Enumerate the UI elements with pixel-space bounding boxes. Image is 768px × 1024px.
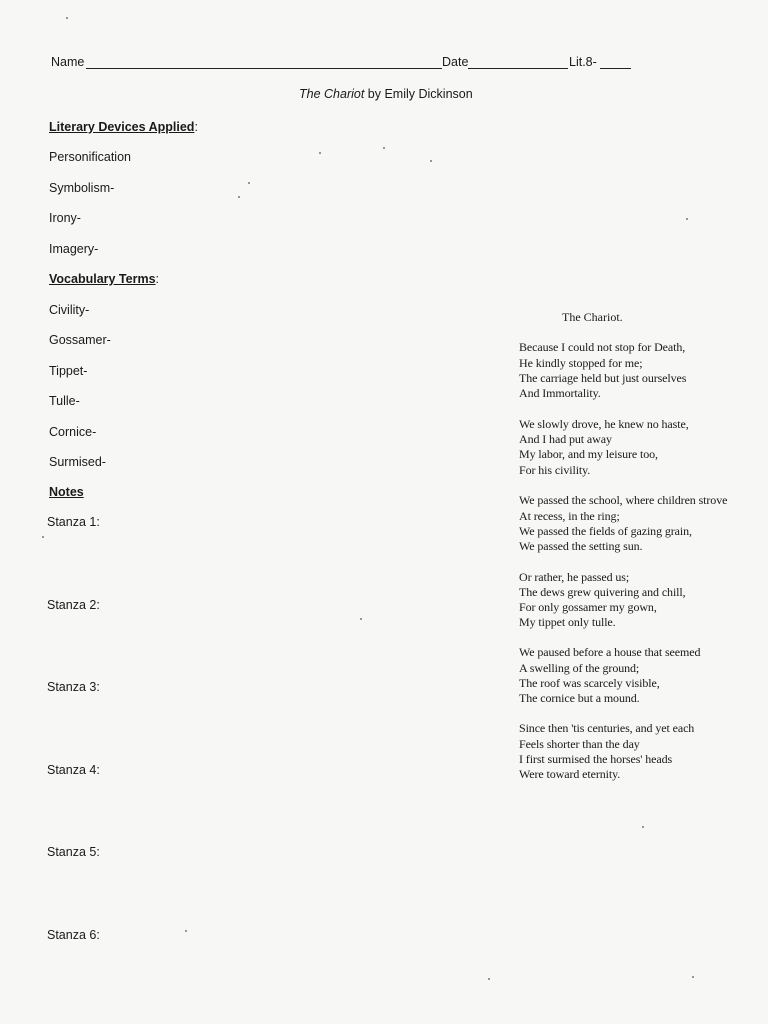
poem-author: by Emily Dickinson	[364, 87, 473, 101]
scan-speck	[248, 182, 250, 184]
scan-speck	[383, 147, 385, 149]
scan-speck	[42, 536, 44, 538]
poem-line: We paused before a house that seemed	[519, 645, 701, 659]
poem-line: Feels shorter than the day	[519, 737, 640, 751]
device-item: Imagery-	[49, 242, 99, 256]
stanza-note-label: Stanza 3:	[47, 680, 100, 694]
vocab-item: Cornice-	[49, 425, 97, 439]
device-item: Symbolism-	[49, 181, 115, 195]
literary-devices-heading: Literary Devices Applied:	[49, 120, 198, 134]
vocab-item: Tulle-	[49, 394, 80, 408]
date-label: Date	[442, 55, 469, 69]
poem-line: We passed the setting sun.	[519, 539, 643, 553]
scan-speck	[642, 826, 644, 828]
scan-speck	[66, 17, 68, 19]
poem-line: The roof was scarcely visible,	[519, 676, 660, 690]
scan-speck	[319, 152, 321, 154]
vocabulary-heading: Vocabulary Terms:	[49, 272, 160, 286]
poem-line: Were toward eternity.	[519, 767, 621, 781]
poem-line: He kindly stopped for me;	[519, 356, 643, 370]
poem-line: I first surmised the horses' heads	[519, 752, 673, 766]
stanza-note-label: Stanza 5:	[47, 845, 100, 859]
scan-speck	[488, 978, 490, 980]
scan-speck	[686, 218, 688, 220]
vocab-item: Gossamer-	[49, 333, 111, 347]
poem-line: The dews grew quivering and chill,	[519, 585, 686, 599]
stanza-note-label: Stanza 6:	[47, 928, 100, 942]
class-blank-line	[600, 68, 631, 69]
poem-line: We passed the fields of gazing grain,	[519, 524, 692, 538]
poem-line: For his civility.	[519, 463, 591, 477]
stanza-note-label: Stanza 4:	[47, 763, 100, 777]
scan-speck	[238, 196, 240, 198]
worksheet-title	[299, 87, 473, 101]
stanza-note-label: Stanza 2:	[47, 598, 100, 612]
poem-line: Since then 'tis centuries, and yet each	[519, 721, 695, 735]
poem-line: Or rather, he passed us;	[519, 570, 630, 584]
scan-speck	[360, 618, 362, 620]
poem-line: My labor, and my leisure too,	[519, 447, 658, 461]
device-item: Personification	[49, 150, 131, 164]
poem-line: The carriage held but just ourselves	[519, 371, 687, 385]
device-item: Irony-	[49, 211, 81, 225]
poem-line: We passed the school, where children strove	[519, 493, 728, 507]
poem-line: My tippet only tulle.	[519, 615, 616, 629]
poem-title-italic: The Chariot	[299, 87, 365, 101]
name-label: Name	[51, 55, 85, 69]
vocab-item: Civility-	[49, 303, 90, 317]
stanza-note-label: Stanza 1:	[47, 515, 100, 529]
scan-speck	[692, 976, 694, 978]
date-blank-line	[468, 68, 568, 69]
poem-line: And Immortality.	[519, 386, 601, 400]
scan-speck	[430, 160, 432, 162]
vocab-item: Tippet-	[49, 364, 88, 378]
poem-line: The cornice but a mound.	[519, 691, 640, 705]
poem-line: For only gossamer my gown,	[519, 600, 657, 614]
poem-line: Because I could not stop for Death,	[519, 340, 686, 354]
poem-line: We slowly drove, he knew no haste,	[519, 417, 689, 431]
vocab-item: Surmised-	[49, 455, 106, 469]
poem-heading: The Chariot.	[562, 310, 623, 324]
name-blank-line	[86, 68, 442, 69]
scan-speck	[185, 930, 187, 932]
class-label: Lit.8-	[569, 55, 597, 69]
poem-line: And I had put away	[519, 432, 612, 446]
poem-line: A swelling of the ground;	[519, 661, 640, 675]
poem-line: At recess, in the ring;	[519, 509, 620, 523]
notes-heading: Notes	[49, 485, 84, 499]
